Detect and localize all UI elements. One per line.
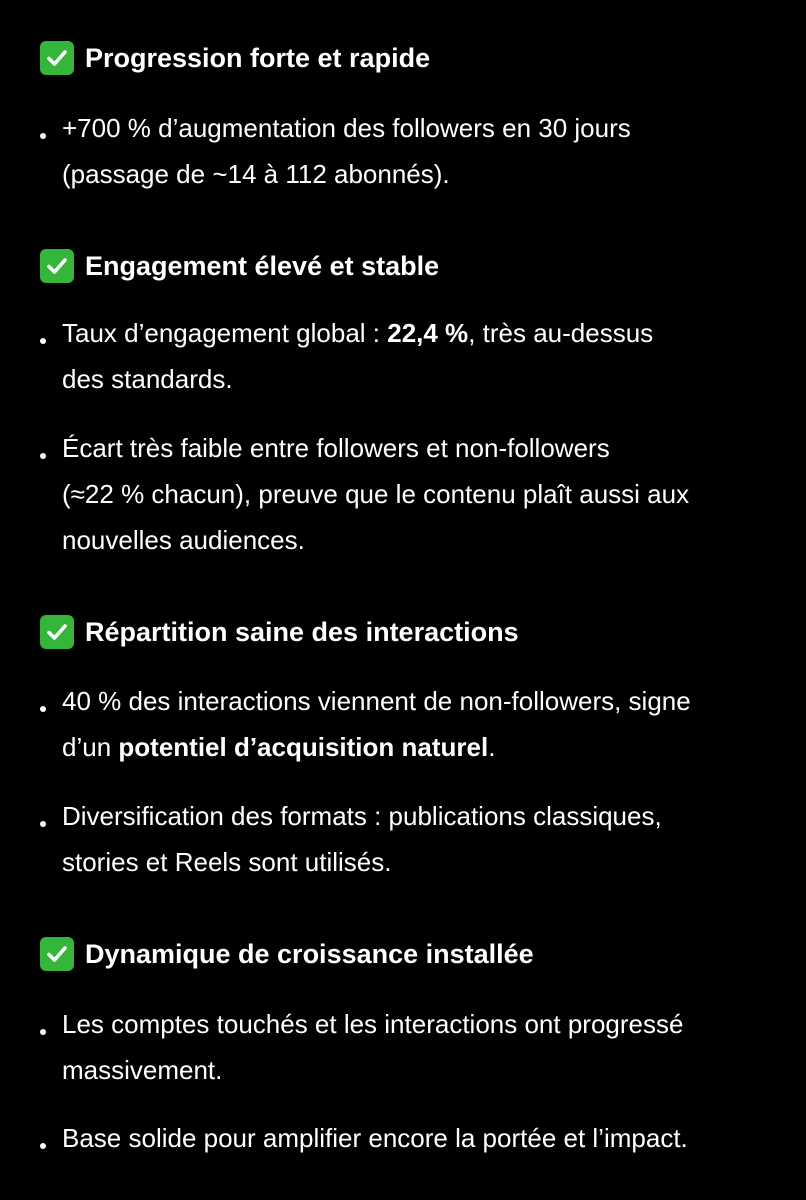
- section-heading-text: Dynamique de croissance installée: [85, 938, 534, 969]
- list-item-text: [62, 1001, 802, 1093]
- text-line: des standards.: [62, 364, 233, 394]
- text-line: nouvelles audiences.: [62, 525, 305, 555]
- bullet-dot: [40, 706, 46, 712]
- list-item-text: [62, 793, 802, 885]
- text-line: (≈22 % chacun), preuve que le contenu plaît aussi aux: [62, 479, 690, 509]
- check-mark-icon: [40, 937, 74, 971]
- check-mark-icon: [40, 615, 74, 649]
- highlight-value: 22,4 %: [387, 318, 469, 348]
- highlight-phrase: potentiel d’acquisition naturel: [118, 732, 489, 762]
- list-item-text: [62, 425, 802, 563]
- check-mark-icon: [40, 249, 74, 283]
- bullet-dot: [40, 338, 46, 344]
- bullet-dot: [40, 821, 46, 827]
- bullet-dot: [40, 1143, 46, 1149]
- text-line: 40 % des interactions viennent de non-followers, signe: [62, 686, 691, 716]
- section-heading: [40, 248, 439, 284]
- text-line: Taux d’engagement global : 22,4 %, très au-dessus: [62, 318, 654, 348]
- text-line: +700 % d’augmentation des followers en 30 jours: [62, 113, 631, 143]
- text-line: Diversification des formats : publications classiques,: [62, 801, 662, 831]
- check-mark-icon: [40, 41, 74, 75]
- list-item-text: [62, 310, 802, 402]
- section-heading-text: Répartition saine des interactions: [85, 616, 519, 647]
- text-line: Base solide pour amplifier encore la portée et l’impact.: [62, 1123, 688, 1153]
- bullet-dot: [40, 453, 46, 459]
- section-heading-text: Engagement élevé et stable: [85, 250, 440, 281]
- bullet-dot: [40, 1029, 46, 1035]
- text-line: d’un potentiel d’acquisition naturel.: [62, 732, 496, 762]
- list-item-text: [62, 678, 802, 770]
- section-heading: [40, 40, 430, 76]
- text-line: (passage de ~14 à 112 abonnés).: [62, 159, 450, 189]
- text-line: stories et Reels sont utilisés.: [62, 847, 392, 877]
- text-line: Les comptes touchés et les interactions ont progressé: [62, 1009, 684, 1039]
- text-line: Écart très faible entre followers et non-followers: [62, 433, 610, 463]
- list-item-text: [62, 1115, 802, 1161]
- list-item-text: [62, 105, 802, 197]
- section-heading-text: Progression forte et rapide: [85, 42, 431, 73]
- text-line: massivement.: [62, 1055, 223, 1085]
- bullet-dot: [40, 133, 46, 139]
- section-heading: [40, 936, 534, 972]
- section-heading: [40, 614, 519, 650]
